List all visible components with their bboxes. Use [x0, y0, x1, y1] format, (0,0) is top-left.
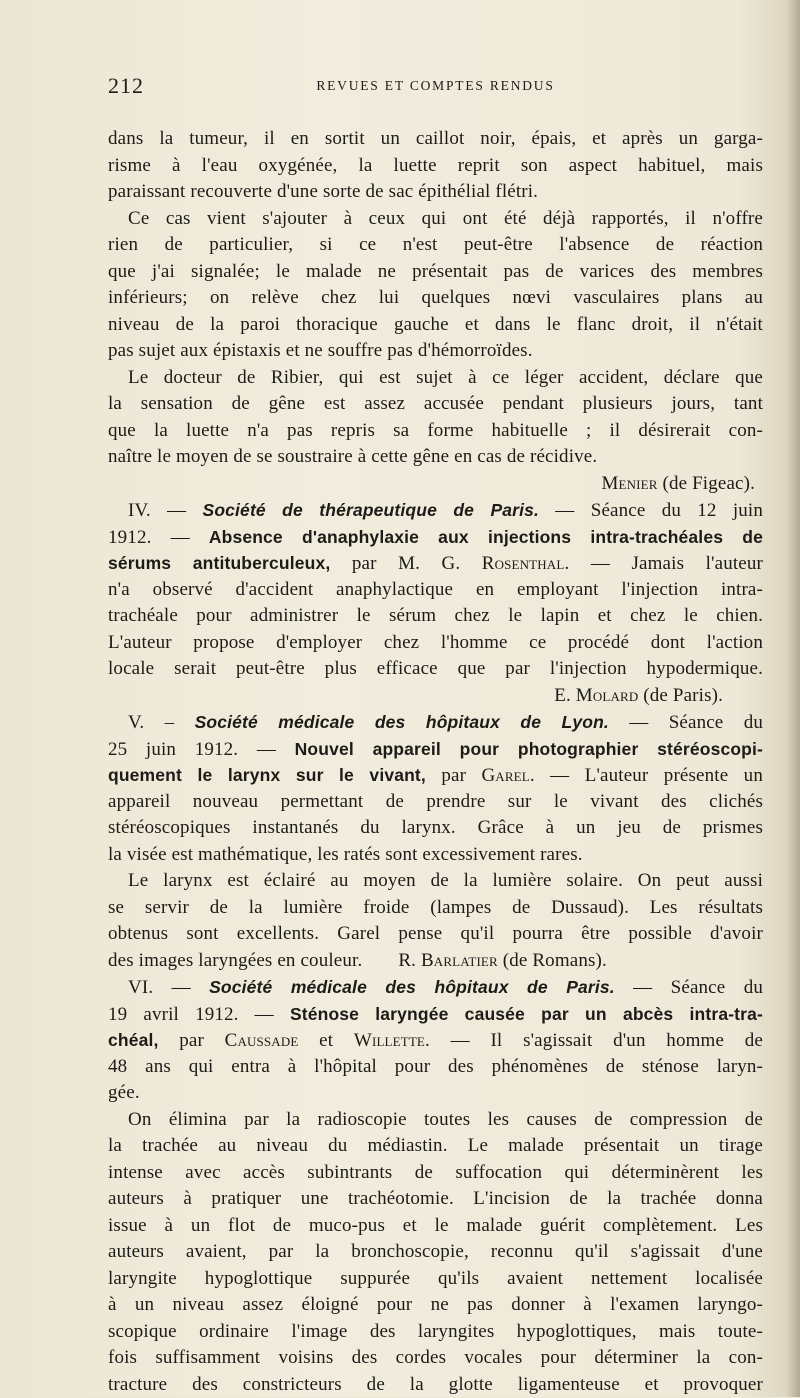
- text-line: naître le moyen de se soustraire à cette gêne en cas de récidive.: [108, 444, 763, 471]
- society-name: Société de thérapeutique de Paris.: [203, 500, 540, 520]
- text-line: scopique ordinaire l'image des laryngites hypoglottiques, mais toute-: [108, 1319, 763, 1346]
- text-line: gée.: [108, 1080, 763, 1107]
- article-title: Sténose laryngée causée par un abcès intra-tra-: [290, 1004, 763, 1024]
- text-line: L'auteur propose d'employer chez l'homme ce procédé dont l'action: [108, 630, 763, 657]
- text-line: intense avec accès subintrants de suffocation qui déterminèrent les: [108, 1160, 763, 1187]
- author-name: Menier: [601, 473, 657, 494]
- text-line: 25 juin 1912. — Nouvel appareil pour photographier stéréoscopi-: [108, 736, 763, 763]
- text-line: Le larynx est éclairé au moyen de la lumière solaire. On peut aussi: [108, 868, 763, 895]
- text-line: quement le larynx sur le vivant, par Garel. — L'auteur présente un: [108, 762, 763, 789]
- running-title: REVUES ET COMPTES RENDUS: [108, 78, 763, 94]
- text-line: niveau de la paroi thoracique gauche et dans le flanc droit, il n'était: [108, 312, 763, 339]
- text-line: à un niveau assez éloigné pour ne pas donner à l'examen laryngo-: [108, 1292, 763, 1319]
- text-line: obtenus sont excellents. Garel pense qu'il pourra être possible d'avoir: [108, 921, 763, 948]
- text-line: que la luette n'a pas repris sa forme habituelle ; il désirerait con-: [108, 418, 763, 445]
- text-line: chéal, par Caussade et Willette. — Il s'agissait d'un homme de: [108, 1027, 763, 1054]
- society-name: Société médicale des hôpitaux de Paris.: [209, 977, 615, 997]
- text-line: appareil nouveau permettant de prendre sur le vivant des clichés: [108, 789, 763, 816]
- text-line: inférieurs; on relève chez lui quelques nœvi vasculaires plans au: [108, 285, 763, 312]
- text-line: rien de particulier, si ce n'est peut-être l'absence de réaction: [108, 232, 763, 259]
- text-line: Le docteur de Ribier, qui est sujet à ce léger accident, déclare que: [108, 365, 763, 392]
- author-name: Garel: [481, 765, 529, 786]
- author-name: Molard: [576, 685, 639, 706]
- text-line: paraissant recouverte d'une sorte de sac épithélial flétri.: [108, 179, 763, 206]
- text-line: trachéale pour administrer le sérum chez le lapin et chez le chien.: [108, 603, 763, 630]
- text-line: sérums antituberculeux, par M. G. Rosenthal. — Jamais l'auteur: [108, 550, 763, 577]
- text-line: fois suffisamment voisins des cordes vocales pour déterminer la con-: [108, 1345, 763, 1372]
- article-body: [108, 126, 763, 1398]
- text-line: locale serait peut-être plus efficace que par l'injection hypodermique.: [108, 656, 763, 683]
- author-name: Caussade: [225, 1030, 299, 1051]
- signature: Menier (de Figeac).: [108, 471, 763, 498]
- text-line: la sensation de gêne est assez accusée pendant plusieurs jours, tant: [108, 391, 763, 418]
- society-name: Société médicale des hôpitaux de Lyon.: [195, 712, 609, 732]
- page-number: 212: [108, 73, 144, 99]
- author-name: Willette: [354, 1030, 425, 1051]
- text-line: pas sujet aux épistaxis et ne souffre pas d'hémorroïdes.: [108, 338, 763, 365]
- text-line: des images laryngées en couleur. R. Barlatier (de Romans).: [108, 948, 763, 975]
- text-line: dans la tumeur, il en sortit un caillot noir, épais, et après un garga-: [108, 126, 763, 153]
- section-heading-v: V. – Société médicale des hôpitaux de Lyon. — Séance du: [108, 709, 763, 736]
- text-line: On élimina par la radioscopie toutes les causes de compression de: [108, 1107, 763, 1134]
- text-line: que j'ai signalée; le malade ne présentait pas de varices des membres: [108, 259, 763, 286]
- signature: E. Molard (de Paris).: [108, 683, 763, 710]
- text-line: stéréoscopiques instantanés du larynx. Grâce à un jeu de prismes: [108, 815, 763, 842]
- text-line: 1912. — Absence d'anaphylaxie aux injections intra-trachéales de: [108, 524, 763, 551]
- section-heading-iv: IV. — Société de thérapeutique de Paris. — Séance du 12 juin: [108, 497, 763, 524]
- text-line: auteurs avaient, par la bronchoscopie, reconnu qu'il s'agissait d'une: [108, 1239, 763, 1266]
- section-heading-vi: VI. — Société médicale des hôpitaux de Paris. — Séance du: [108, 974, 763, 1001]
- page-header: [108, 73, 763, 103]
- text-line: la visée est mathématique, les ratés sont excessivement rares.: [108, 842, 763, 869]
- text-line: auteurs à pratiquer une trachéotomie. L'incision de la trachée donna: [108, 1186, 763, 1213]
- text-line: Ce cas vient s'ajouter à ceux qui ont été déjà rapportés, il n'offre: [108, 206, 763, 233]
- text-line: 19 avril 1912. — Sténose laryngée causée par un abcès intra-tra-: [108, 1001, 763, 1028]
- author-name: Rosenthal: [482, 553, 565, 574]
- text-line: n'a observé d'accident anaphylactique en employant l'injection intra-: [108, 577, 763, 604]
- article-title: chéal,: [108, 1030, 159, 1050]
- text-line: la trachée au niveau du médiastin. Le malade présentait un tirage: [108, 1133, 763, 1160]
- article-title: Absence d'anaphylaxie aux injections intra-trachéales de: [209, 527, 763, 547]
- article-title: sérums antituberculeux,: [108, 553, 330, 573]
- article-title: Nouvel appareil pour photographier stéréoscopi-: [295, 739, 763, 759]
- text-line: laryngite hypoglottique suppurée qu'ils avaient nettement localisée: [108, 1266, 763, 1293]
- text-line: 48 ans qui entra à l'hôpital pour des phénomènes de sténose laryn-: [108, 1054, 763, 1081]
- text-line: tracture des constricteurs de la glotte ligamenteuse et provoquer: [108, 1372, 763, 1398]
- author-name: Barlatier: [421, 950, 498, 971]
- text-line: issue à un flot de muco-pus et le malade guérit complètement. Les: [108, 1213, 763, 1240]
- text-line: risme à l'eau oxygénée, la luette reprit son aspect habituel, mais: [108, 153, 763, 180]
- text-line: se servir de la lumière froide (lampes de Dussaud). Les résultats: [108, 895, 763, 922]
- article-title: quement le larynx sur le vivant,: [108, 765, 426, 785]
